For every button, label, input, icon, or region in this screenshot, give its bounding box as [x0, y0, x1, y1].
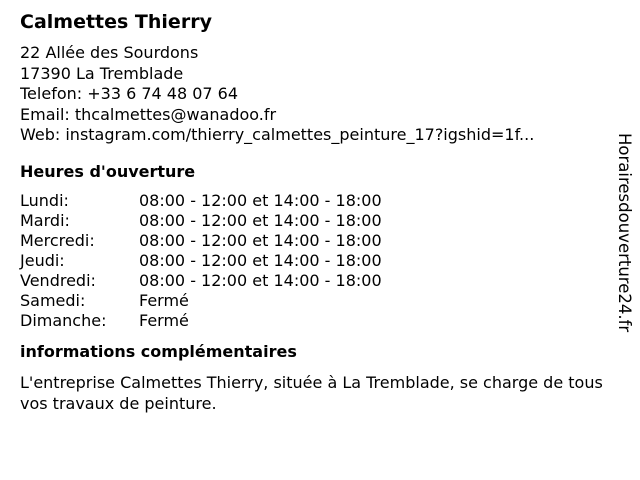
day-label: Samedi:	[20, 290, 86, 310]
site-watermark: Horairesdouverture24.fr	[615, 133, 634, 333]
hours-row-saturday	[20, 291, 610, 311]
day-hours: 08:00 - 12:00 et 14:00 - 18:00	[139, 190, 382, 210]
day-label: Vendredi:	[20, 270, 96, 290]
contact-block	[20, 43, 610, 146]
day-hours: Fermé	[139, 290, 189, 310]
address-city: 17390 La Tremblade	[20, 63, 184, 83]
business-name: Calmettes Thierry	[20, 11, 212, 33]
hours-row-wednesday	[20, 231, 610, 251]
day-label: Mercredi:	[20, 230, 95, 250]
day-label: Dimanche:	[20, 310, 107, 330]
info-description: L'entreprise Calmettes Thierry, située à La Tremblade, se charge de tous vos travaux de peinture.	[20, 372, 603, 413]
day-hours: 08:00 - 12:00 et 14:00 - 18:00	[139, 250, 382, 270]
hours-row-tuesday	[20, 211, 610, 231]
hours-row-friday	[20, 271, 610, 291]
business-card	[20, 10, 610, 414]
hours-table	[20, 191, 610, 331]
email-line: Email: thcalmettes@wanadoo.fr	[20, 104, 277, 124]
day-hours: Fermé	[139, 310, 189, 330]
hours-row-sunday	[20, 311, 610, 331]
day-hours: 08:00 - 12:00 et 14:00 - 18:00	[139, 210, 382, 230]
day-label: Mardi:	[20, 210, 70, 230]
phone-line: Telefon: +33 6 74 48 07 64	[20, 84, 239, 103]
day-hours: 08:00 - 12:00 et 14:00 - 18:00	[139, 230, 382, 250]
info-heading: informations complémentaires	[20, 341, 297, 361]
address-street: 22 Allée des Sourdons	[20, 43, 199, 62]
hours-row-monday	[20, 191, 610, 211]
hours-row-thursday	[20, 251, 610, 271]
web-line: Web: instagram.com/thierry_calmettes_peinture_17?igshid=1f...	[20, 125, 535, 144]
day-hours: 08:00 - 12:00 et 14:00 - 18:00	[139, 270, 382, 290]
hours-heading: Heures d'ouverture	[20, 161, 196, 181]
day-label: Lundi:	[20, 190, 69, 210]
day-label: Jeudi:	[20, 250, 65, 270]
